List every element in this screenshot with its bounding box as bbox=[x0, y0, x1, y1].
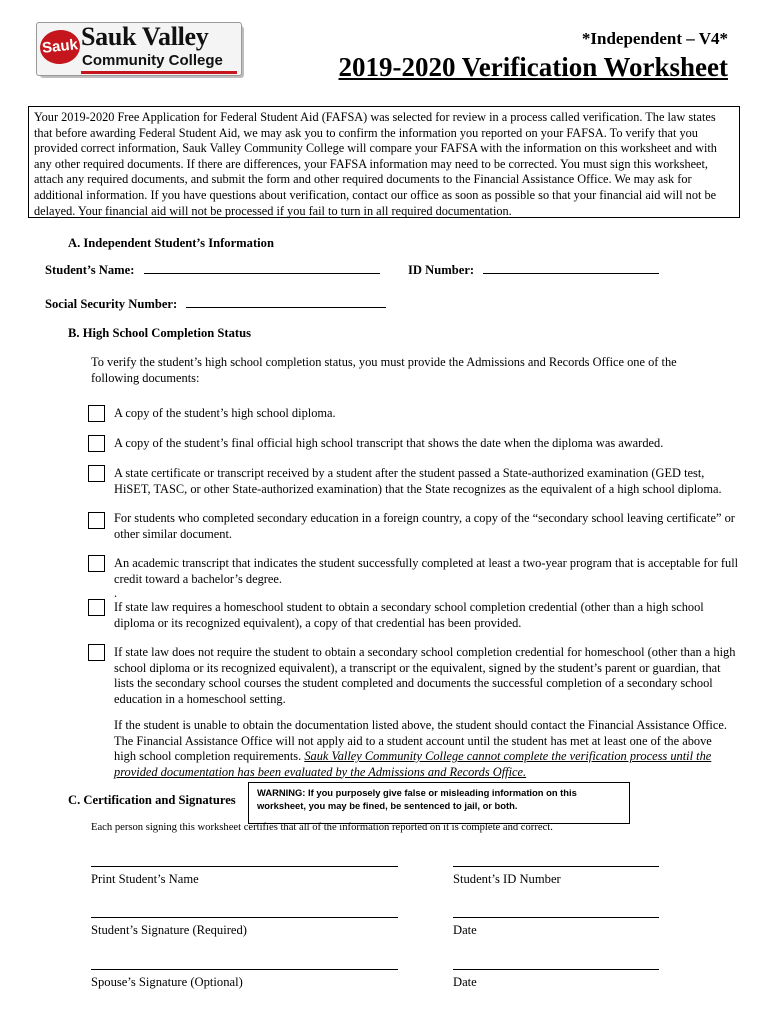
id-number-label: ID Number: bbox=[408, 263, 475, 277]
form-version: *Independent – V4* bbox=[581, 29, 728, 48]
print-name-label: Print Student’s Name bbox=[91, 872, 199, 886]
logo-badge: Sauk bbox=[38, 28, 81, 66]
spouse-signature-label: Spouse’s Signature (Optional) bbox=[91, 975, 243, 989]
student-signature-line[interactable] bbox=[91, 917, 398, 918]
date-label-1: Date bbox=[453, 923, 477, 937]
option-foreign-certificate: For students who completed secondary education in a foreign country, a copy of the “secondary school leaving certificate” or other similar document. bbox=[114, 511, 735, 541]
option-diploma: A copy of the student’s high school diploma. bbox=[114, 406, 336, 420]
section-a-heading: A. Independent Student’s Information bbox=[68, 236, 274, 250]
student-id-line[interactable] bbox=[453, 866, 659, 867]
spouse-signature-line[interactable] bbox=[91, 969, 398, 970]
intro-notice: Your 2019-2020 Free Application for Federal Student Aid (FAFSA) was selected for review in a process called verification. The law states that before awarding Federal Student Aid, we may ask you to confirm the information you reported on your FAFSA. To verify that you provided correct information, Sauk Valley Community College will compare your FAFSA with the information on this worksheet and with any other required documents. If there are differences, your FAFSA information may need to be corrected. You must sign this worksheet, attach any required documents, and submit the form and other required documents to the Financial Assistance Office. We may ask for additional information. If you have questions about verification, contact our office as soon as possible so that your financial aid will not be delayed. Your financial aid will not be processed if you fail to turn in all required documentation. bbox=[28, 106, 740, 218]
ssn-row bbox=[45, 296, 386, 312]
section-b-intro: To verify the student’s high school completion status, you must provide the Admissions and Records Office one of the following documents: bbox=[91, 355, 677, 385]
date-line-1[interactable] bbox=[453, 917, 659, 918]
certification-statement: Each person signing this worksheet certifies that all of the information reported on it is complete and correct. bbox=[91, 822, 553, 833]
section-c-heading: C. Certification and Signatures bbox=[68, 793, 236, 807]
student-id-label: Student’s ID Number bbox=[453, 872, 561, 886]
warning-box: WARNING: If you purposely give false or misleading information on this worksheet, you may be fined, be sentenced to jail, or both. bbox=[248, 782, 630, 824]
id-number-row bbox=[408, 262, 659, 278]
diploma-checkbox[interactable] bbox=[88, 405, 105, 422]
print-name-line[interactable] bbox=[91, 866, 398, 867]
state-certificate-checkbox[interactable] bbox=[88, 465, 105, 482]
option-homeschool-transcript: If state law does not require the student to obtain a secondary school completion credential for homeschool (other than a high school diploma or its recognized equivalent), a transcript or the equivalent, signed by the student’s parent or guardian, that lists the secondary school courses the student completed and documents the successful completion of a secondary school education in a homeschool setting. bbox=[114, 645, 736, 706]
date-line-2[interactable] bbox=[453, 969, 659, 970]
option-academic-transcript: An academic transcript that indicates the student successfully completed at least a two-year program that is acceptable for full credit toward a bachelor’s degree. bbox=[114, 556, 739, 586]
option-homeschool-credential: If state law requires a homeschool student to obtain a secondary school completion credential (other than a high school diploma or its recognized equivalent), a copy of that credential has been provided. bbox=[114, 600, 704, 630]
stray-dot: . bbox=[114, 586, 118, 600]
logo-accent-bar bbox=[81, 71, 237, 74]
section-b-closing bbox=[114, 718, 729, 780]
student-signature-label: Student’s Signature (Required) bbox=[91, 923, 247, 937]
student-name-row bbox=[45, 262, 380, 278]
college-logo bbox=[36, 22, 246, 78]
id-number-field[interactable] bbox=[483, 262, 659, 274]
ssn-label: Social Security Number: bbox=[45, 297, 178, 311]
transcript-checkbox[interactable] bbox=[88, 435, 105, 452]
logo-name: Sauk Valley bbox=[81, 22, 209, 51]
logo-box bbox=[36, 22, 242, 76]
homeschool-credential-checkbox[interactable] bbox=[88, 599, 105, 616]
section-b-heading: B. High School Completion Status bbox=[68, 326, 251, 340]
homeschool-transcript-checkbox[interactable] bbox=[88, 644, 105, 661]
closing-emphasis: Sauk Valley Community College cannot complete the verification process until the provided documentation has been evaluated by the Admissions and Records Office. bbox=[114, 749, 712, 779]
option-state-certificate: A state certificate or transcript received by a student after the student passed a State-authorized examination (GED test, HiSET, TASC, or other State-authorized examination) that the State recognizes as the equivalent of a high school diploma. bbox=[114, 466, 722, 496]
student-name-field[interactable] bbox=[144, 262, 380, 274]
student-name-label: Student’s Name: bbox=[45, 263, 135, 277]
foreign-certificate-checkbox[interactable] bbox=[88, 512, 105, 529]
logo-subtitle: Community College bbox=[82, 52, 223, 69]
page-title: 2019-2020 Verification Worksheet bbox=[338, 52, 728, 82]
academic-transcript-checkbox[interactable] bbox=[88, 555, 105, 572]
closing-text: If the student is unable to obtain the documentation listed above, the student should contact the Financial Assistance Office. The Financial Assistance Office will not apply aid to a student account until the student has met at least one of the above high school completion requirements. bbox=[114, 718, 727, 763]
date-label-2: Date bbox=[453, 975, 477, 989]
ssn-field[interactable] bbox=[186, 296, 386, 308]
option-transcript: A copy of the student’s final official high school transcript that shows the date when the diploma was awarded. bbox=[114, 436, 664, 450]
